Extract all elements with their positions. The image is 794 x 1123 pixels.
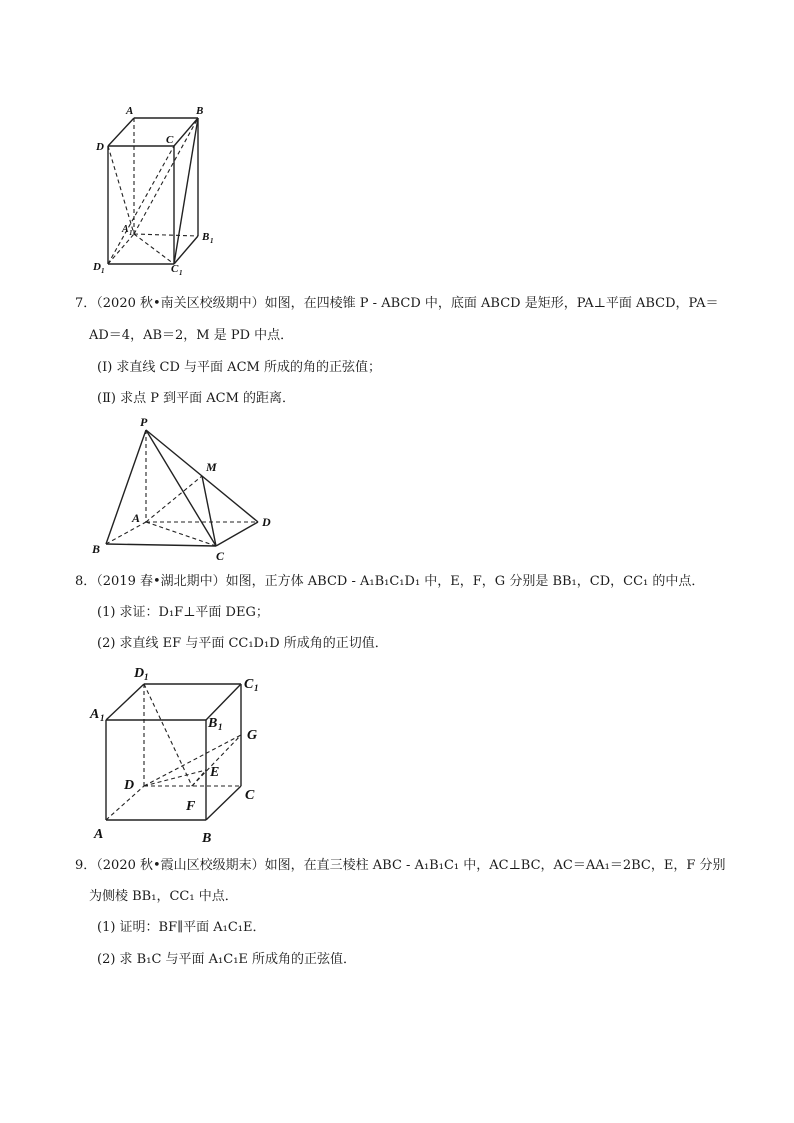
- label-F: F: [186, 799, 196, 814]
- label-B: B: [202, 831, 212, 846]
- label-D1: D: [93, 261, 101, 273]
- label-D1: D: [134, 666, 145, 681]
- label-A: A: [132, 511, 141, 525]
- label-C1: C: [171, 263, 179, 275]
- label-A: A: [94, 827, 104, 842]
- q9-heading: 9．（2020 秋•霞山区校级期末）如图，在直三棱柱 ABC - A₁B₁C₁ 中，AC⊥BC，AC＝AA₁＝2BC，E，F 分别: [75, 858, 726, 873]
- label-B1: B: [208, 716, 218, 731]
- pyramid-figure: [88, 414, 288, 564]
- label-C1-sub: 1: [179, 269, 183, 277]
- label-A1: A: [122, 224, 129, 235]
- q9-part-1: (1) 证明：BF∥平面 A₁C₁E．: [97, 920, 266, 935]
- label-C1: C: [244, 677, 254, 692]
- prism-figure: [90, 100, 230, 280]
- label-D1-sub: 1: [101, 267, 105, 275]
- label-D: D: [262, 515, 271, 529]
- label-A: A: [126, 105, 134, 117]
- label-B1-sub: 1: [210, 237, 214, 245]
- pyramid-diagram: [88, 414, 288, 564]
- label-G: G: [247, 728, 258, 743]
- label-C: C: [216, 549, 225, 563]
- q8-heading: 8．（2019 春•湖北期中）如图，正方体 ABCD - A₁B₁C₁D₁ 中，E，F，G 分别是 BB₁，CD，CC₁ 的中点．: [75, 574, 705, 589]
- q7-part-2: (Ⅱ) 求点 P 到平面 ACM 的距离．: [97, 391, 296, 406]
- q9-continuation: 为侧棱 BB₁，CC₁ 中点．: [89, 889, 238, 904]
- label-B: B: [196, 105, 204, 117]
- label-D1-sub: 1: [144, 672, 149, 682]
- prism-diagram: [90, 100, 230, 280]
- label-P: P: [140, 415, 148, 429]
- label-A1-sub: 1: [129, 229, 133, 237]
- label-A1-sub: 1: [100, 713, 105, 723]
- label-E: E: [210, 765, 220, 780]
- q7-continuation: AD＝4，AB＝2，M 是 PD 中点．: [89, 328, 294, 343]
- cube-diagram: [88, 660, 278, 850]
- q9-part-2: (2) 求 B₁C 与平面 A₁C₁E 所成角的正弦值．: [97, 952, 357, 967]
- label-M: M: [206, 460, 217, 474]
- label-C1-sub: 1: [254, 683, 259, 693]
- q8-part-2: (2) 求直线 EF 与平面 CC₁D₁D 所成角的正切值．: [97, 636, 388, 651]
- label-C: C: [245, 788, 255, 803]
- label-B: B: [92, 542, 101, 556]
- q7-heading: 7．（2020 秋•南关区校级期中）如图，在四棱锥 P - ABCD 中，底面 ABCD 是矩形，PA⊥平面 ABCD，PA＝: [75, 296, 719, 311]
- label-B1-sub: 1: [218, 722, 223, 732]
- label-A1: A: [90, 707, 100, 722]
- label-D: D: [96, 141, 104, 153]
- label-C: C: [166, 134, 174, 146]
- q7-part-1: (I) 求直线 CD 与平面 ACM 所成的角的正弦值；: [97, 360, 381, 375]
- label-B1: B: [202, 231, 210, 243]
- cube-figure: [88, 660, 278, 850]
- q8-part-1: (1) 求证：D₁F⊥平面 DEG；: [97, 605, 269, 620]
- label-D: D: [124, 778, 135, 793]
